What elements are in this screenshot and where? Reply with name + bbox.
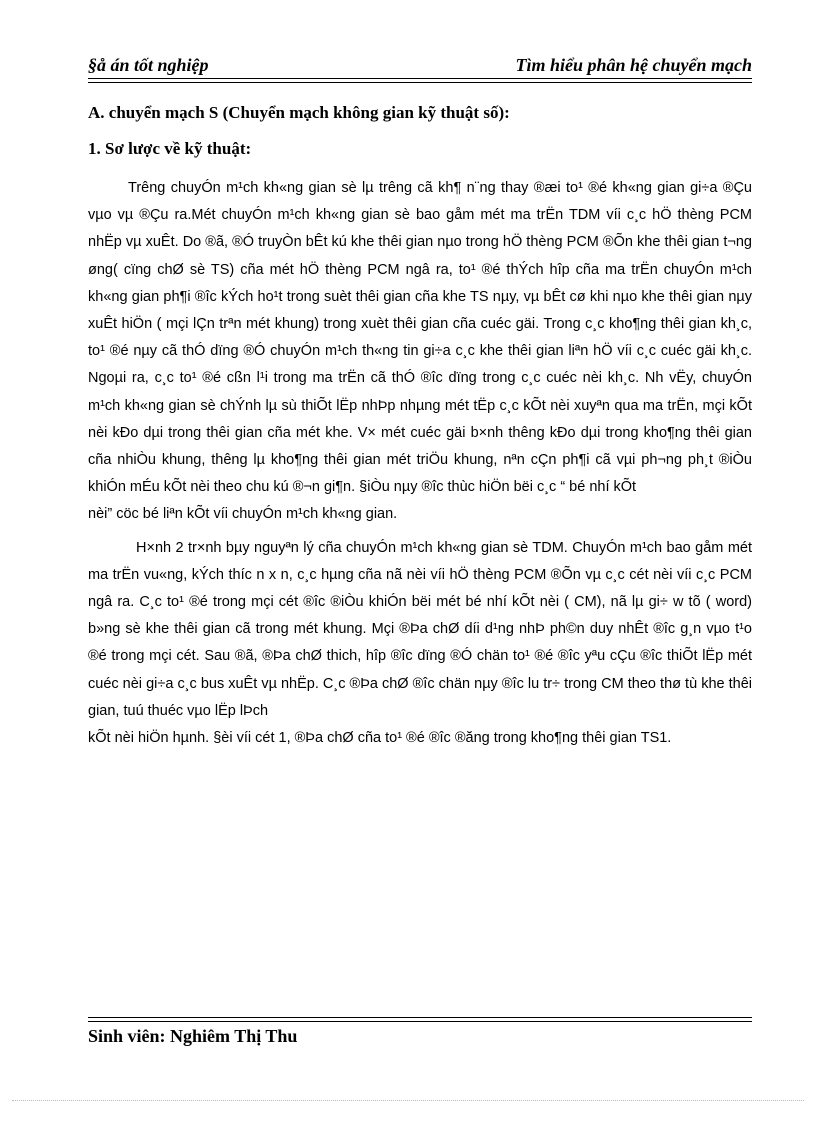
body-paragraph-1-continuation: nèi” cöc bé liªn kÕt víi chuyÓn m¹ch kh«ng gian. (88, 506, 398, 523)
subsection-title: 1. Sơ lược về kỹ thuật: (88, 139, 252, 158)
section-title: A. chuyển mạch S (Chuyển mạch không gian kỹ thuật số): (88, 103, 510, 122)
body-paragraph-2: H×nh 2 tr×nh bµy nguyªn lý cña chuyÓn m¹ch kh«ng gian sè TDM. ChuyÓn m¹ch bao gåm mét ma trËn vu«ng, kÝch thíc n x n, c¸c hµng cña nã nèi víi hÖ thèng PCM ®Õn vµ c¸c cét nèi víi c¸c PCM ngâ ra. C¸c to¹ ®é trong mçi cét ®îc ®iÒu khiÓn bëi mét bé nhí kÕt nèi ( CM), nã lµ gi÷ w tõ ( word) b»ng sè khe thêi gian cã trong mét khung. Mçi ®Þa chØ díi d¹ng nhÞ ph©n duy nhÊt ®îc g¸n vµo t¹o ®é trong mçi cét. Sau ®ã, ®Þa chØ thich, hîp ®îc dïng ®Ó chän to¹ ®é ®îc yªu cÇu ®îc thiÕt lËp mét cuéc nèi gi÷a c¸c bus xuÊt vµ nhËp. C¸c ®Þa chØ ®îc chän nµy ®îc lu tr÷ trong CM theo thø tù khe thêi gian, tuú thuéc vµo lËp lÞch (88, 539, 752, 719)
header-rule-thick (88, 78, 752, 79)
page-bottom-dotted-border (12, 1100, 804, 1101)
page-header (88, 55, 752, 77)
body-paragraph-2-continuation: kÕt nèi hiÖn hµnh. §èi víi cét 1, ®Þa chØ cña to¹ ®é ®îc ®ăng trong kho¶ng thêi gian TS1. (88, 730, 672, 747)
header-document-type: §å án tốt nghiệp (88, 55, 209, 75)
footer-rule-thick (88, 1017, 752, 1018)
footer-student-name: Sinh viên: Nghiêm Thị Thu (88, 1026, 298, 1046)
footer-rule-thin (88, 1021, 752, 1022)
body-paragraph-1: Trêng chuyÓn m¹ch kh«ng gian sè lµ trêng cã kh¶ n¨ng thay ®æi to¹ ®é kh«ng gian gi÷a ®Çu vµo vµ ®Çu ra.Mét chuyÓn m¹ch kh«ng gian sè bao gåm mét ma trËn TDM víi c¸c hÖ thèng PCM nhËp vµ xuÊt. Do ®ã, ®Ó truyÒn bÊt kú khe thêi gian nµo trong hÖ thèng PCM ®Õn khe thêi gian t¬ng øng( cïng chØ sè TS) cña mét hÖ thèng PCM ngâ ra, to¹ ®é thÝch hîp cña ma trËn chuyÓn m¹ch kh«ng gian ph¶i ®îc kÝch ho¹t trong suèt thêi gian cña khe TS nµy, vµ bÊt cø khi nµo khe thêi gian nµy xuÊt hiÖn ( mçi lÇn trªn mét khung) trong xuèt thêi gian cña cuéc gäi. Trong c¸c kho¶ng thêi gian kh¸c, to¹ ®é nµy cã thÓ dïng ®Ó chuyÓn m¹ch th«ng tin gi÷a c¸c khe thêi gian liªn hÖ víi c¸c cuéc gäi kh¸c. Ngoµi ra, c¸c to¹ ®é cßn l¹i trong ma trËn cã thÓ ®îc dïng trong c¸c cuéc nèi kh¸c. Nh vËy, chuyÓn m¹ch kh«ng gian sè chÝnh lµ sù thiÕt lËp nhÞp nhµng mét tËp c¸c kÕt nèi xuyªn qua ma trËn, mçi kÕt nèi kÐo dµi trong thêi gian cña mét khe. V× mét cuéc gäi b×nh thêng kÐo dµi trong kho¶ng thêi gian cña nhiÒu khung, thêng lµ kho¶ng thêi gian mét triÖu khung, nªn cÇn ph¶i cã vµi ph¬ng ph¸t ®iÒu khiÓn mÉu kÕt nèi theo chu kú ®¬n gi¶n. §iÒu nµy ®îc thùc hiÖn bëi c¸c “ bé nhí kÕt (88, 180, 752, 496)
header-topic: Tìm hiểu phân hệ chuyển mạch (515, 55, 752, 75)
page-body (88, 103, 752, 752)
header-rule-thin (88, 82, 752, 83)
